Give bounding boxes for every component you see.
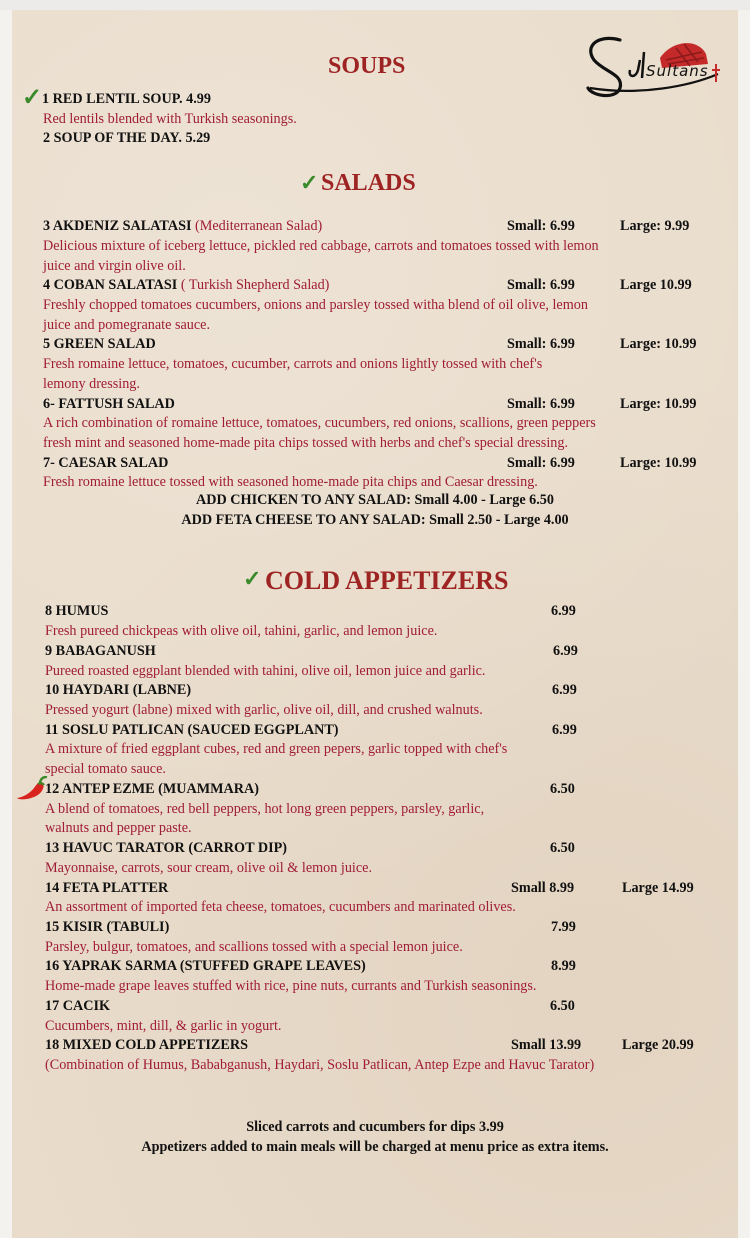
- salad-desc: juice and pomegranate sauce.: [43, 317, 211, 333]
- add-chicken-note: ADD CHICKEN TO ANY SALAD: Small 4.00 - Large 6.50: [196, 492, 554, 508]
- salad-small-price: Small: 6.99: [507, 277, 575, 293]
- appetizer-price: 6.99: [552, 682, 577, 698]
- vegetarian-checkmark-icon: ✓: [22, 82, 43, 111]
- add-feta-note: ADD FETA CHEESE TO ANY SALAD: Small 2.50 - Large 4.00: [181, 512, 569, 528]
- appetizer-name: 17 CACIK: [45, 998, 111, 1014]
- salad-desc: lemony dressing.: [43, 376, 140, 392]
- salad-desc: juice and virgin olive oil.: [43, 258, 186, 274]
- appetizer-desc: special tomato sauce.: [45, 761, 166, 777]
- salad-large-price: Large: 10.99: [620, 455, 697, 471]
- salad-subtitle: (Mediterranean Salad): [195, 218, 323, 234]
- appetizer-small-price: Small 13.99: [511, 1037, 582, 1053]
- salads-heading: SALADS: [321, 170, 416, 196]
- top-bar: [0, 0, 750, 10]
- appetizer-desc: Pureed roasted eggplant blended with tahini, olive oil, lemon juice and garlic.: [45, 663, 486, 679]
- appetizer-price: 6.50: [550, 781, 575, 797]
- salad-large-price: Large: 10.99: [620, 396, 697, 412]
- salad-desc: Fresh romaine lettuce tossed with seasoned home-made pita chips and Caesar dressing.: [43, 474, 538, 490]
- sultans-logo: [580, 30, 728, 102]
- salad-large-price: Large: 9.99: [620, 218, 690, 234]
- salad-desc: A rich combination of romaine lettuce, tomatoes, cucumbers, red onions, scallions, green peppers: [43, 415, 596, 431]
- appetizer-price: 7.99: [551, 919, 576, 935]
- appetizer-name: 11 SOSLU PATLICAN (SAUCED EGGPLANT): [45, 722, 339, 738]
- appetizer-name: 10 HAYDARI (LABNE): [45, 682, 192, 698]
- appetizer-large-price: Large 14.99: [622, 880, 694, 896]
- chili-pepper-icon: [16, 776, 48, 807]
- appetizer-desc: (Combination of Humus, Bababganush, Haydari, Soslu Patlican, Antep Ezpe and Havuc Tarator): [45, 1057, 595, 1073]
- salad-subtitle: ( Turkish Shepherd Salad): [180, 277, 330, 293]
- appetizer-large-price: Large 20.99: [622, 1037, 694, 1053]
- vegetarian-checkmark-icon: ✓: [300, 170, 319, 196]
- appetizer-name: 8 HUMUS: [45, 603, 109, 619]
- appetizer-desc: A blend of tomatoes, red bell peppers, hot long green peppers, parsley, garlic,: [45, 801, 485, 817]
- salad-item-name: [43, 218, 322, 235]
- appetizer-desc: Pressed yogurt (labne) mixed with garlic, olive oil, dill, and crushed walnuts.: [45, 702, 483, 718]
- salad-name: 3 AKDENIZ SALATASI: [43, 218, 192, 234]
- salad-name: 4 COBAN SALATASI: [43, 277, 178, 293]
- salad-large-price: Large 10.99: [620, 277, 692, 293]
- salad-item-name: [43, 277, 329, 294]
- appetizer-name: 9 BABAGANUSH: [45, 643, 156, 659]
- salad-desc: Freshly chopped tomatoes cucumbers, onions and parsley tossed witha blend of oil olive, lemon: [43, 297, 588, 313]
- salad-small-price: Small: 6.99: [507, 396, 575, 412]
- salad-small-price: Small: 6.99: [507, 455, 575, 471]
- appetizer-price: 6.99: [551, 603, 576, 619]
- appetizer-price: 6.50: [550, 998, 575, 1014]
- soup-item-desc: Red lentils blended with Turkish seasonings.: [43, 111, 297, 127]
- appetizer-desc: Cucumbers, mint, dill, & garlic in yogurt.: [45, 1018, 282, 1034]
- appetizer-desc: Fresh pureed chickpeas with olive oil, tahini, garlic, and lemon juice.: [45, 623, 438, 639]
- soups-heading: SOUPS: [328, 53, 406, 79]
- appetizer-price: 6.50: [550, 840, 575, 856]
- salad-desc: Fresh romaine lettuce, tomatoes, cucumber, carrots and onions lightly tossed with chef's: [43, 356, 543, 372]
- soup-item-name: 2 SOUP OF THE DAY. 5.29: [43, 130, 211, 146]
- footer-extra-note: Appetizers added to main meals will be charged at menu price as extra items.: [141, 1139, 609, 1155]
- footer-dip-note: Sliced carrots and cucumbers for dips 3.99: [246, 1119, 504, 1135]
- appetizer-name: 18 MIXED COLD APPETIZERS: [45, 1037, 248, 1053]
- salad-item-name: 5 GREEN SALAD: [43, 336, 156, 352]
- appetizer-name: 14 FETA PLATTER: [45, 880, 169, 896]
- logo-text: Sultans: [646, 62, 709, 80]
- appetizer-small-price: Small 8.99: [511, 880, 575, 896]
- appetizer-desc: walnuts and pepper paste.: [45, 820, 192, 836]
- appetizer-desc: Home-made grape leaves stuffed with rice, pine nuts, currants and Turkish seasonings.: [45, 978, 537, 994]
- vegetarian-checkmark-icon: ✓: [243, 566, 262, 592]
- appetizer-price: 8.99: [551, 958, 576, 974]
- appetizer-desc: A mixture of fried eggplant cubes, red and green pepers, garlic topped with chef's: [45, 741, 508, 757]
- salad-large-price: Large: 10.99: [620, 336, 697, 352]
- appetizer-price: 6.99: [553, 643, 578, 659]
- appetizer-desc: Parsley, bulgur, tomatoes, and scallions tossed with a special lemon juice.: [45, 939, 463, 955]
- appetizer-desc: Mayonnaise, carrots, sour cream, olive oil & lemon juice.: [45, 860, 373, 876]
- appetizer-name: 12 ANTEP EZME (MUAMMARA): [45, 781, 259, 797]
- salad-item-name: 7- CAESAR SALAD: [43, 455, 169, 471]
- cold-appetizers-heading: COLD APPETIZERS: [265, 566, 509, 595]
- salad-item-name: 6- FATTUSH SALAD: [43, 396, 175, 412]
- chili-pepper-graphic: [16, 776, 48, 802]
- salad-desc: fresh mint and seasoned home-made pita chips tossed with herbs and chef's special dressing.: [43, 435, 568, 451]
- appetizer-name: 16 YAPRAK SARMA (STUFFED GRAPE LEAVES): [45, 958, 366, 974]
- appetizer-name: 13 HAVUC TARATOR (CARROT DIP): [45, 840, 287, 856]
- salad-desc: Delicious mixture of iceberg lettuce, pickled red cabbage, carrots and tomatoes tossed with lemon: [43, 238, 599, 254]
- appetizer-desc: An assortment of imported feta cheese, tomatoes, cucumbers and marinated olives.: [45, 899, 516, 915]
- appetizer-name: 15 KISIR (TABULI): [45, 919, 170, 935]
- soup-item-name: 1 RED LENTIL SOUP. 4.99: [42, 91, 211, 107]
- appetizer-price: 6.99: [552, 722, 577, 738]
- salad-small-price: Small: 6.99: [507, 218, 575, 234]
- menu-page: [12, 10, 738, 1238]
- salad-small-price: Small: 6.99: [507, 336, 575, 352]
